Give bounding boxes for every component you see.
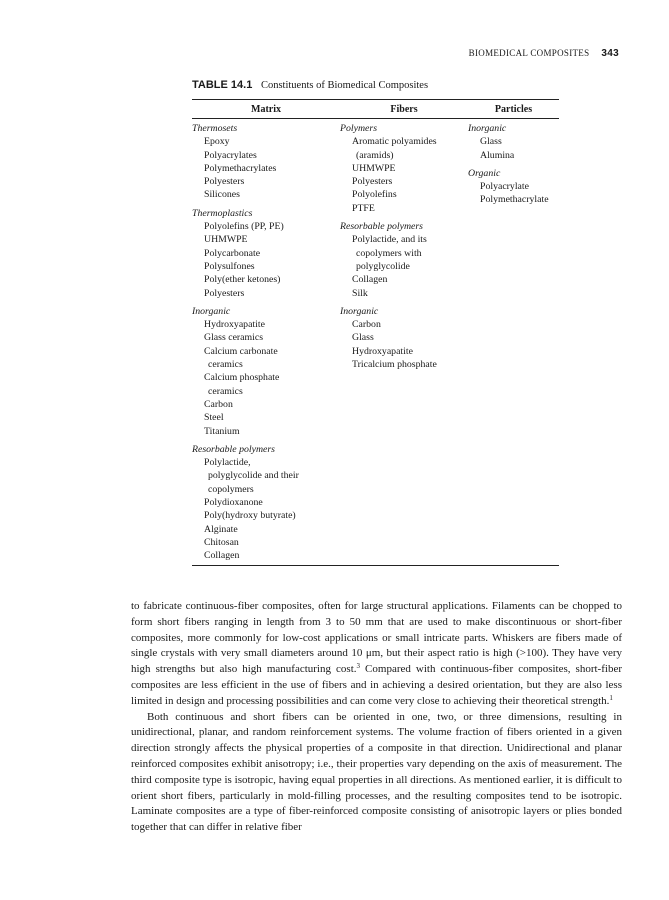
table-cell-item: Tricalcium phosphate	[352, 359, 437, 371]
table-cell-item: copolymers with	[356, 247, 422, 259]
table-cell-item: Collagen	[352, 274, 388, 286]
table-cell-item: Epoxy	[204, 136, 230, 148]
table-cell-item: Titanium	[204, 425, 240, 437]
fibers-group	[340, 122, 468, 215]
column-header-fibers: Fibers	[390, 103, 418, 115]
particles-column	[468, 122, 559, 563]
reference-1: 1	[609, 693, 613, 702]
column-header-matrix: Matrix	[251, 103, 281, 115]
table-cell-item: Polymethacrylate	[480, 194, 549, 206]
particles-group	[468, 122, 559, 162]
table-cell-item: Polyesters	[204, 287, 245, 299]
table-cell-item: Calcium phosphate	[204, 372, 280, 384]
paragraph-2: Both continuous and short fibers can be oriented in one, two, or three dimensions, resulting in unidirectional, planar, and random reinforcement systems. The volume fraction of fibers oriented in a given direction strongly affects the physical properties of a composite in that direction. Unidirectional and planar reinforced composites exhibit anisotropy; i.e., their properties vary depending on the axis of measurement. The third composite type is isotropic, having equal properties in all directions. As mentioned earlier, it is difficult to orient short fibers, particularly in mold-filling processes, and the resulting composites tend to be isotropic. Laminate composites are a type of fiber-reinforced composite consisting of anisotropic layers or plies bonded together that can differ in relative fiber	[131, 710, 622, 834]
table-cell-item: Hydroxyapatite	[204, 319, 265, 331]
table-cell-item: Aromatic polyamides	[352, 136, 437, 148]
table-cell-item: Polylactide,	[204, 457, 251, 469]
table-body	[192, 119, 559, 565]
table-header-row	[192, 100, 559, 119]
table-cell-item: Polyesters	[352, 176, 393, 188]
table-cell-item: PTFE	[352, 202, 375, 214]
table-cell-item: Glass	[352, 332, 374, 344]
matrix-column	[192, 122, 340, 563]
matrix-group	[192, 207, 340, 300]
page-number: 343	[601, 48, 619, 59]
table-cell-item: Chitosan	[204, 536, 239, 548]
table-cell-item: Polylactide, and its	[352, 234, 427, 246]
reference-3: 3	[356, 662, 360, 671]
table-cell-item: Alumina	[480, 149, 515, 161]
table-label: TABLE 14.1	[192, 79, 253, 91]
table-cell-item: Polyesters	[204, 176, 245, 188]
table-cell-item: Polyacrylates	[204, 149, 257, 161]
table-cell-item: Poly(ether ketones)	[204, 274, 281, 286]
table-cell-item: Glass ceramics	[204, 332, 264, 344]
matrix-group	[192, 305, 340, 438]
table-cell-item: Hydroxyapatite	[352, 345, 413, 357]
particles-group	[468, 167, 559, 207]
paragraph-1-text-a: to fabricate continuous-fiber composites, often for large structural applications. Filaments can be chopped to form short fibers ranging in length from 3 to 50 mm that are used to make discontinuous or short-fiber composites, more commonly for low-cost applications or small intricate parts. Whiskers are fibers made of single crystals with very small diameters around 10 μm, but their aspect ratio is high (>100). They have very high strengths but also high manufacturing cost.	[131, 600, 622, 676]
running-head	[130, 48, 619, 59]
group-heading: Thermosets	[192, 123, 238, 134]
table-cell-item: Polyacrylate	[480, 181, 529, 193]
table-cell-item: Carbon	[204, 398, 233, 410]
table-cell-item: UHMWPE	[204, 234, 248, 246]
group-heading: Organic	[468, 167, 501, 179]
table-caption	[192, 79, 428, 91]
table-cell-item: Polysulfones	[204, 260, 255, 272]
table-cell-item: Glass	[480, 136, 502, 148]
table-cell-item: Steel	[204, 412, 224, 424]
table-cell-item: (aramids)	[356, 149, 394, 161]
paragraph-1-text-b: Compared with continuous-fiber composites, short-fiber composites are less efficient in the use of fibers and in achieving a desired orientation, but they are also less limited in design and processing possibilities and can come very close to achieving their theoretical strength.	[131, 663, 622, 707]
table-cell-item: polyglycolide and their	[208, 470, 299, 482]
table-cell-item: Polydioxanone	[204, 497, 263, 509]
fibers-column	[340, 122, 468, 563]
fibers-group	[340, 305, 468, 371]
table-cell-item: Collagen	[204, 550, 240, 562]
group-heading: Thermoplastics	[192, 207, 253, 219]
column-header-particles: Particles	[494, 103, 533, 115]
table-cell-item: Calcium carbonate	[204, 345, 278, 357]
table-cell-item: Silk	[352, 287, 368, 299]
group-heading: Inorganic	[468, 123, 507, 134]
group-heading: Resorbable polymers	[192, 443, 275, 455]
table-cell-item: Polyolefins (PP, PE)	[204, 221, 284, 233]
table-cell-item: UHMWPE	[352, 162, 396, 174]
group-heading: Inorganic	[192, 305, 231, 317]
group-heading: Resorbable polymers	[340, 221, 423, 233]
group-heading: Polymers	[340, 123, 378, 134]
matrix-group	[192, 122, 340, 202]
table-cell-item: Polymethacrylates	[204, 162, 277, 174]
paragraph-1	[131, 599, 622, 710]
fibers-group	[340, 220, 468, 300]
group-heading: Inorganic	[340, 305, 379, 317]
constituents-table	[192, 99, 559, 566]
table-cell-item: copolymers	[208, 483, 254, 495]
matrix-group	[192, 443, 340, 563]
table-cell-item: Polycarbonate	[204, 247, 261, 259]
table-cell-item: ceramics	[208, 385, 243, 397]
table-cell-item: ceramics	[208, 359, 243, 371]
table-cell-item: Carbon	[352, 319, 381, 331]
running-title: BIOMEDICAL COMPOSITES	[468, 48, 590, 58]
table-title: Constituents of Biomedical Composites	[260, 80, 429, 91]
table-cell-item: Alginate	[204, 523, 238, 535]
table-cell-item: Silicones	[204, 189, 240, 201]
table-cell-item: Polyolefins	[352, 189, 397, 201]
body-text	[131, 599, 622, 836]
table-cell-item: Poly(hydroxy butyrate)	[204, 510, 296, 522]
table-cell-item: polyglycolide	[356, 260, 410, 272]
